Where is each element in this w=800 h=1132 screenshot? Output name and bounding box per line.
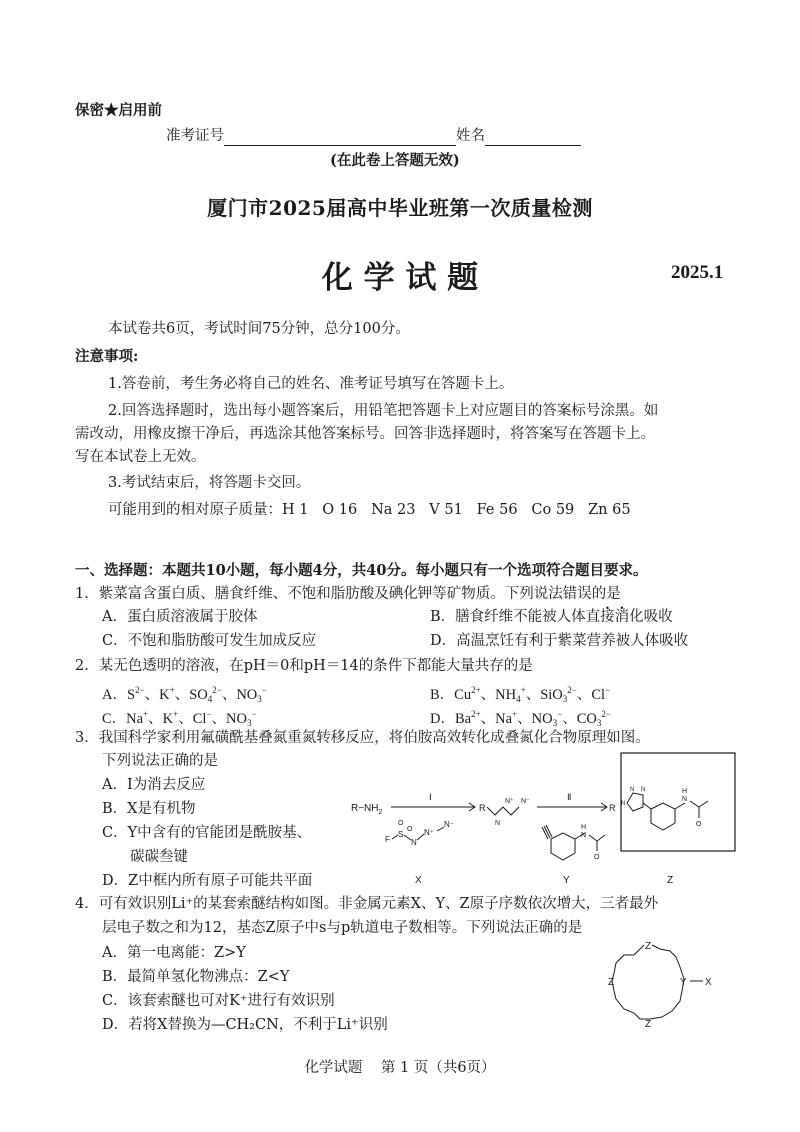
confidential-mark: 保密★启用前	[75, 102, 162, 119]
q1-option-b-pre: B．膳食纤维不能被人体直	[430, 609, 601, 625]
svg-text:H: H	[682, 788, 688, 795]
crown-ether-structure	[600, 935, 725, 1033]
svg-text:N⁺: N⁺	[505, 798, 514, 805]
q1-emphasis-char-2: 消	[614, 609, 630, 625]
q1-option-b	[430, 607, 673, 627]
q3-option-c-line-1: C．Y中含有的官能团是酰胺基、	[102, 825, 312, 841]
q1-option-d: D．高温烹饪有利于紫菜营养被人体吸收	[430, 633, 689, 649]
svg-text:O: O	[398, 820, 404, 827]
svg-text:H: H	[581, 824, 587, 831]
svg-text:N: N	[495, 820, 501, 827]
q1-stem: 1．紫菜富含蛋白质、膳食纤维、不饱和脂肪酸及碘化钾等矿物质。下列说法错误的是	[75, 586, 621, 602]
q3-option-b: B．X是有机物	[102, 801, 196, 817]
q4-option-c: C．该套索醚也可对K⁺进行有效识别	[102, 993, 335, 1009]
svg-text:N: N	[630, 787, 635, 793]
exam-date: 2025.1	[671, 262, 724, 283]
exam-id-label: 准考证号	[166, 128, 224, 144]
name-label: 姓名	[456, 128, 485, 144]
exam-summary: 本试卷共6页，考试时间75分钟，总分100分。	[108, 321, 410, 337]
q4-stem-line-2: 层电子数之和为12，基态Z原子中s与p轨道电子数相等。下列说法正确的是	[102, 920, 583, 936]
ring-atom-x: X	[705, 977, 712, 988]
reactant-label: $R-NH_2$	[351, 803, 383, 816]
ring-atom-z-top: Z	[645, 941, 652, 952]
rule-2-line-2: 需改动，用橡皮擦干净后，再选涂其他答案标号。回答非选择题时，将答案写在答题卡上。	[75, 426, 655, 442]
q4-stem-line-1: 4．可有效识别Li⁺的某套索醚结构如图。非金属元素X、Y、Z原子序数依次增大，三者最外	[75, 896, 659, 912]
q4-option-b: B．最简单氢化物沸点：Z<Y	[102, 969, 290, 985]
svg-text:N: N	[411, 838, 417, 847]
q4-option-a: A．第一电离能：Z>Y	[102, 945, 246, 961]
q1-emphasis-char-1: 接	[600, 609, 615, 625]
exam-id-row	[166, 126, 581, 146]
ring-atom-z-bottom: Z	[645, 1019, 652, 1030]
svg-text:O: O	[696, 821, 702, 828]
invalid-note: (在此卷上答题无效)	[330, 152, 460, 169]
q2-option-d: D．$Ba^{2+}$、Na+、$NO_3^-$、$CO_3^{2-}$	[430, 709, 611, 728]
q2-a-label: A．	[102, 687, 127, 703]
subject-title: 化 学 试 题	[321, 260, 479, 296]
q3-stem-line-2: 下列说法正确的是	[102, 753, 218, 769]
q4-option-d: D．若将X替换为—CH₂CN，不利于Li⁺识别	[102, 1017, 388, 1033]
svg-text:N: N	[641, 787, 646, 793]
svg-text:N: N	[682, 796, 688, 803]
q2-b-label: B．	[430, 687, 455, 703]
q1-option-a: A．蛋白质溶液属于胶体	[102, 609, 258, 625]
q2-option-c: C．Na+、K+、Cl−、$NO_3^-$	[102, 709, 257, 728]
svg-text:N⁺: N⁺	[424, 828, 434, 837]
exam-id-field[interactable]	[224, 131, 456, 146]
svg-text:R: R	[479, 803, 486, 813]
q2-d-label: D．	[430, 711, 455, 727]
svg-text:N: N	[621, 801, 626, 807]
atomic-masses: 可能用到的相对原子质量：H 1 O 16 Na 23 V 51 Fe 56 Co 59 Zn 65	[108, 502, 631, 518]
label-x: X	[415, 875, 422, 886]
svg-text:O: O	[594, 854, 600, 861]
ring-atom-y: Y	[680, 977, 687, 988]
step-1-label: Ⅰ	[429, 792, 432, 802]
q2-stem: 2．某无色透明的溶液，在pH＝0和pH＝14的条件下都能大量共存的是	[75, 658, 533, 674]
q1-option-b-post: 化吸收	[629, 609, 673, 625]
q2-c-label: C．	[102, 711, 127, 727]
q2-option-b: B．$Cu^{2+}$、$NH_4^+$、SiO$_3^{2-}$、Cl−	[430, 685, 611, 704]
section-heading: 一、选择题：本题共10小题，每小题4分，共40分。每小题只有一个选项符合题目要求。	[75, 562, 648, 579]
label-y: Y	[563, 875, 570, 886]
svg-text:N: N	[581, 832, 587, 839]
svg-text:F: F	[385, 835, 390, 844]
q1-option-c: C．不饱和脂肪酸可发生加成反应	[102, 633, 317, 649]
ring-atom-z-left: Z	[608, 977, 615, 988]
rule-3: 3.考试结束后，将答题卡交回。	[108, 475, 311, 491]
rule-2-line-3: 写在本试卷上无效。	[75, 449, 206, 465]
svg-text:N⁻: N⁻	[444, 820, 454, 829]
name-field[interactable]	[485, 131, 581, 146]
rule-1: 1.答卷前，考生务必将自己的姓名、准考证号填写在答题卡上。	[108, 376, 514, 392]
step-2-label: Ⅱ	[567, 792, 572, 802]
q3-stem-line-1: 3．我国科学家利用氟磺酰基叠氮重氮转移反应，将伯胺高效转化成叠氮化合物原理如图。	[75, 730, 650, 746]
q2-option-a: A．$S^{2-}$、K+、$SO_4^{2-}$、$NO_3^-$	[102, 685, 267, 704]
q3-option-a: A．Ⅰ为消去反应	[102, 777, 206, 793]
exam-title: 厦门市2025届高中毕业班第一次质量检测	[207, 196, 593, 220]
svg-text:N⁻: N⁻	[521, 798, 530, 805]
rule-2-line-1: 2.回答选择题时，选出每小题答案后，用铅笔把答题卡上对应题目的答案标号涂黑。如	[108, 403, 659, 419]
svg-text:S: S	[398, 830, 404, 839]
q3-option-c-line-2: 碳碳叁键	[130, 849, 188, 865]
svg-text:R: R	[609, 803, 616, 813]
svg-text:O: O	[407, 826, 413, 833]
label-z: Z	[667, 875, 674, 886]
reaction-scheme	[345, 747, 740, 887]
product-box	[621, 753, 735, 851]
notice-heading: 注意事项:	[75, 348, 139, 365]
q3-option-d: D．Z中框内所有原子可能共平面	[102, 873, 313, 889]
page-footer: 化学试题 第 1 页（共6页）	[304, 1060, 496, 1076]
